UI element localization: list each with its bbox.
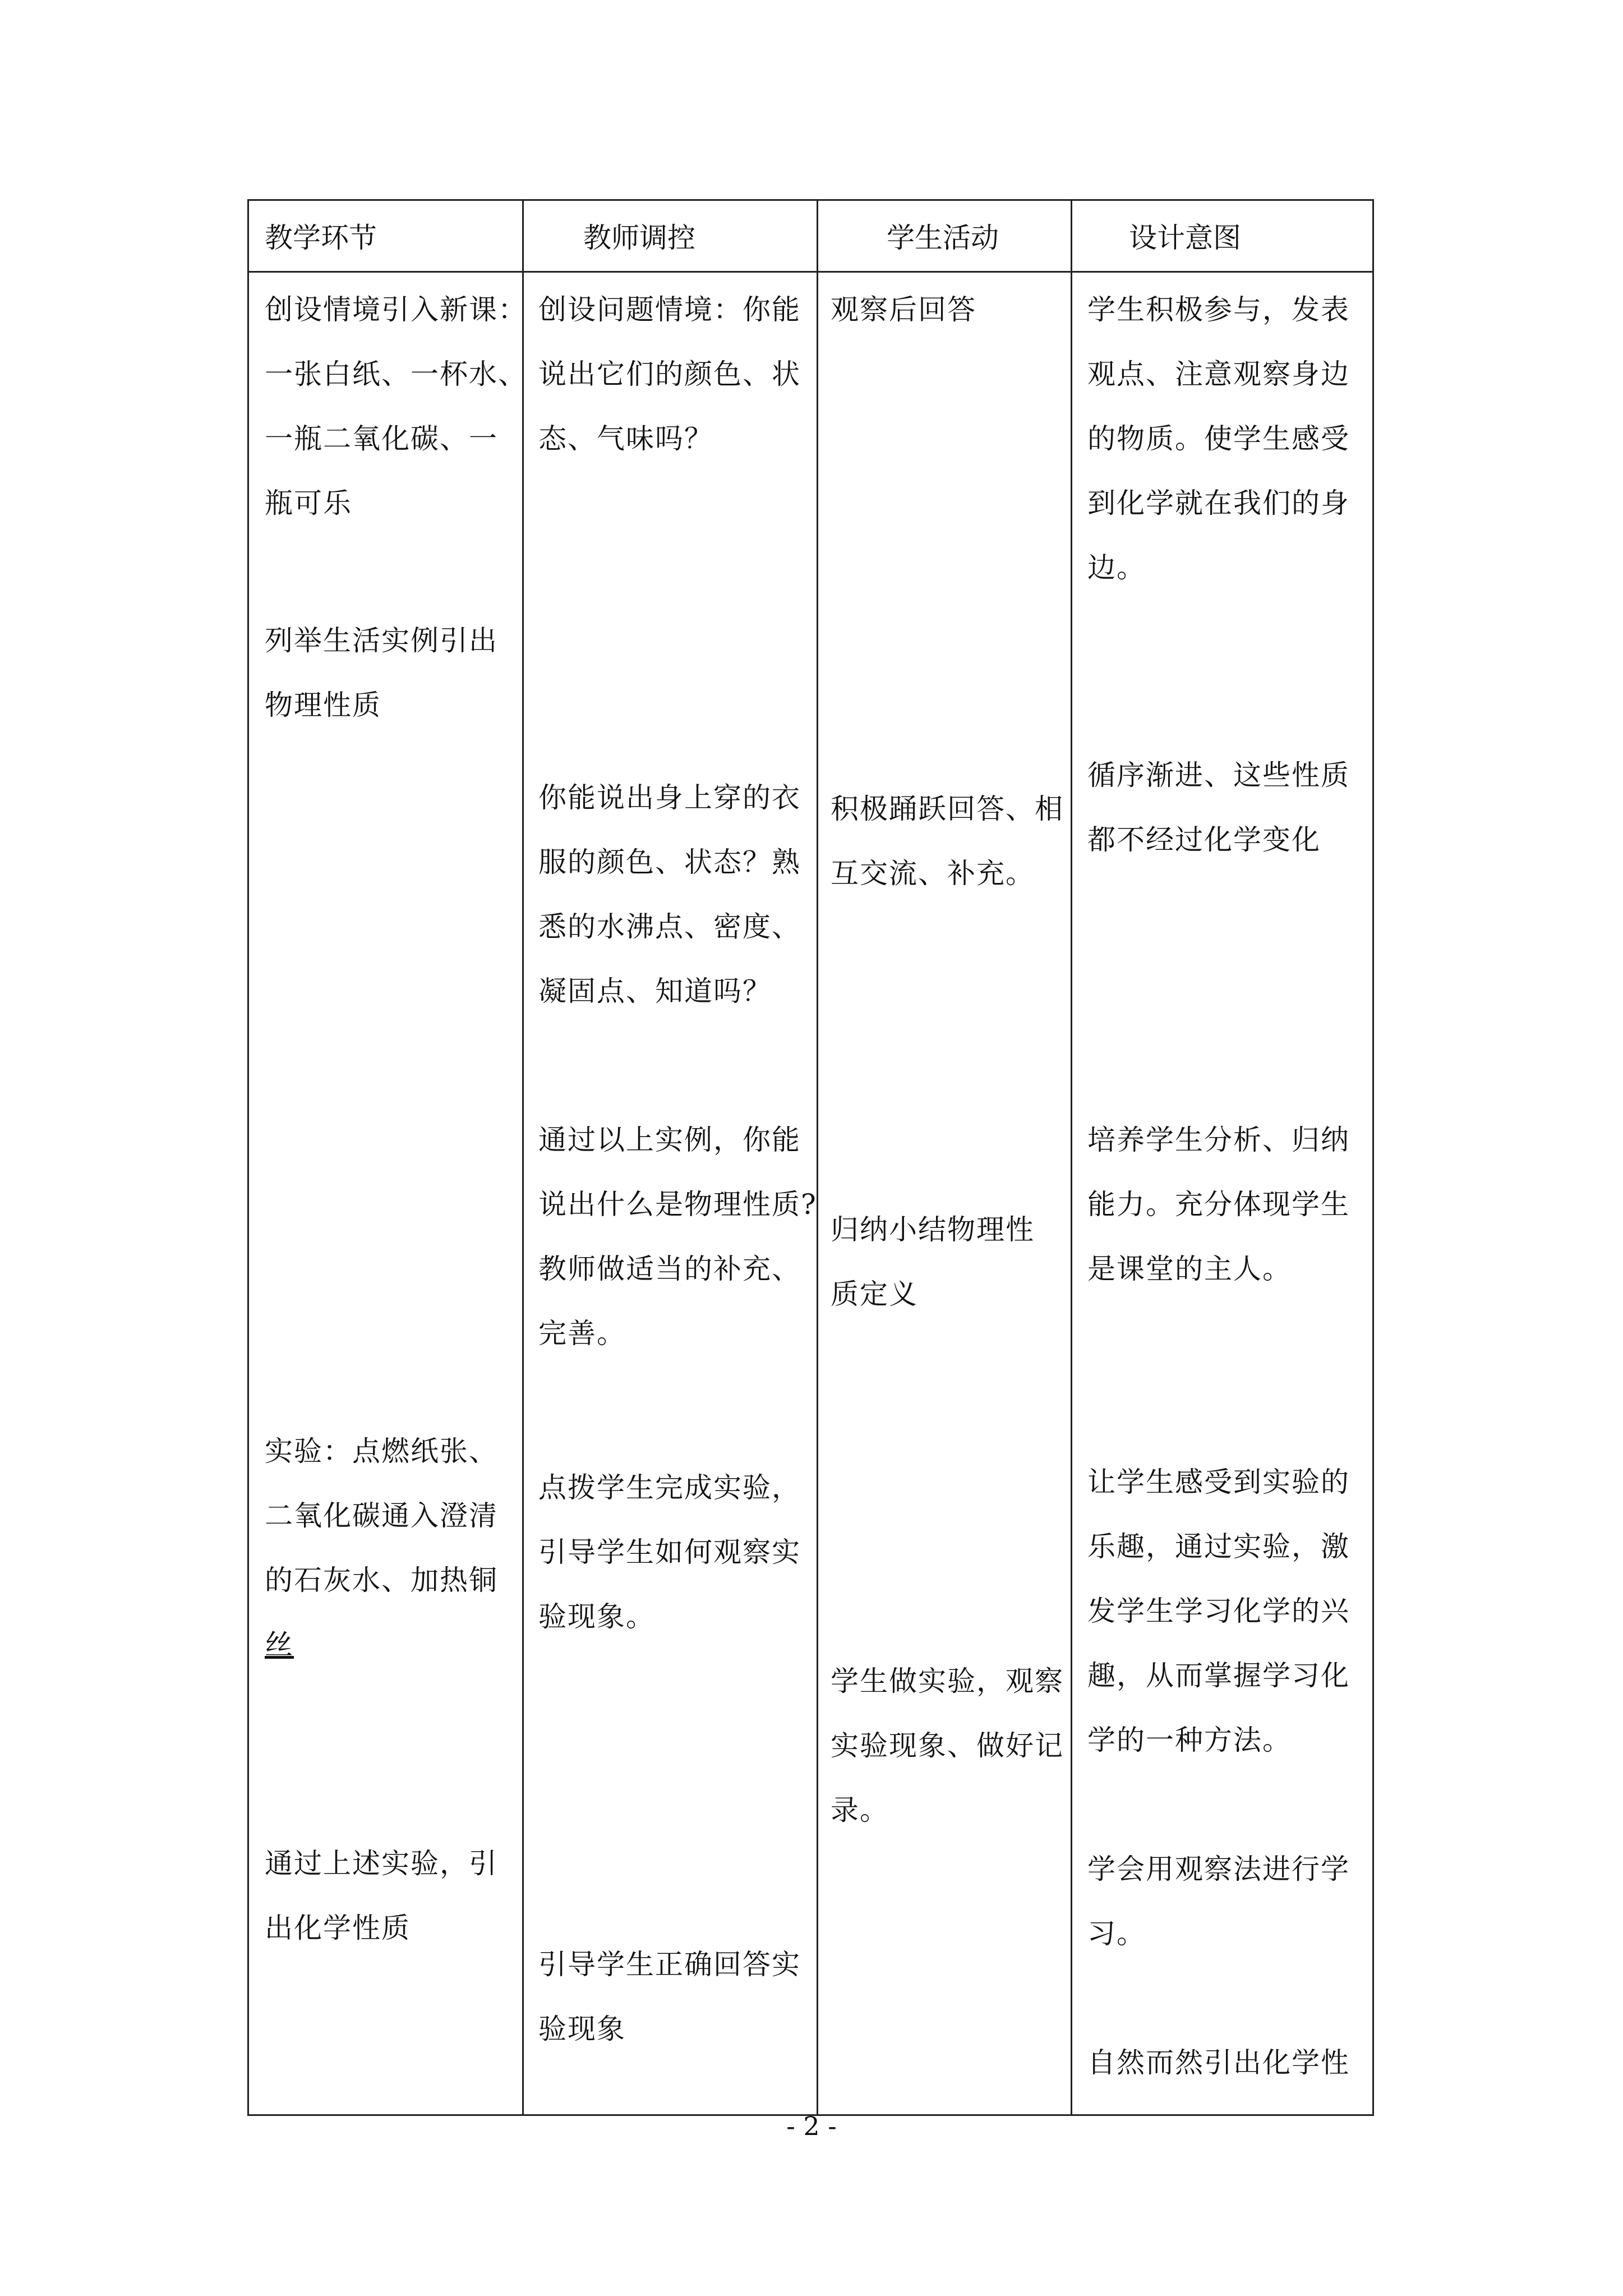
teacher-examples-block: 你能说出身上穿的衣 服的颜色、状态？熟 悉的水沸点、密度、 凝固点、知道吗？ <box>538 781 801 1007</box>
student-answer-block: 积极踊跃回答、相 互交流、补充。 <box>831 793 1064 890</box>
student-summary-block: 归纳小结物理性 质定义 <box>831 1213 1035 1310</box>
header-design-intent: 设计意图 <box>1129 222 1241 254</box>
teacher-question-block: 创设问题情境：你能 说出它们的颜色、状 态、气味吗？ <box>538 293 801 455</box>
stage-chemical-property-block: 通过上述实验，引 出化学性质 <box>265 1847 498 1944</box>
teacher-guidance-block: 引导学生正确回答实 验现象 <box>538 1948 801 2045</box>
intent-engagement-block: 学生积极参与，发表 观点、注意观察身边 的物质。使学生感受 到化学就在我们的身 边。 <box>1087 293 1350 584</box>
header-divider <box>249 271 1372 273</box>
header-teaching-stage: 教学环节 <box>265 222 377 254</box>
lesson-plan-table <box>247 199 1374 2116</box>
header-student-activity: 学生活动 <box>887 222 999 254</box>
intent-observation-block: 学会用观察法进行学 习。 <box>1087 1853 1350 1950</box>
column-divider <box>1071 201 1072 2114</box>
intent-chemical-block: 自然而然引出化学性 <box>1087 2046 1350 2079</box>
teacher-definition-block: 通过以上实例，你能 说出什么是物理性质? 教师做适当的补充、 完善。 <box>538 1124 817 1350</box>
student-experiment-block: 学生做实验，观察 实验现象、做好记 录。 <box>831 1665 1064 1826</box>
page-number: - 2 - <box>786 2111 837 2141</box>
stage-intro-block: 创设情境引入新课： 一张白纸、一杯水、 一瓶二氧化碳、一 瓶可乐 <box>265 293 527 519</box>
stage-physical-property-block: 列举生活实例引出 物理性质 <box>265 624 498 721</box>
intent-progression-block: 循序渐进、这些性质 都不经过化学变化 <box>1087 759 1350 856</box>
teacher-experiment-block: 点拨学生完成实验， 引导学生如何观察实 验现象。 <box>538 1471 801 1633</box>
intent-analysis-block: 培养学生分析、归纳 能力。充分体现学生 是课堂的主人。 <box>1087 1124 1350 1285</box>
header-teacher-control: 教师调控 <box>583 222 695 254</box>
stage-experiment-block: 实验：点燃纸张、 二氧化碳通入澄清 的石灰水、加热铜 丝 <box>265 1435 498 1661</box>
student-observe-block: 观察后回答 <box>831 293 976 326</box>
intent-interest-block: 让学生感受到实验的 乐趣，通过实验，激 发学生学习化学的兴 趣，从而掌握学习化 学的一种方法。 <box>1087 1466 1350 1756</box>
